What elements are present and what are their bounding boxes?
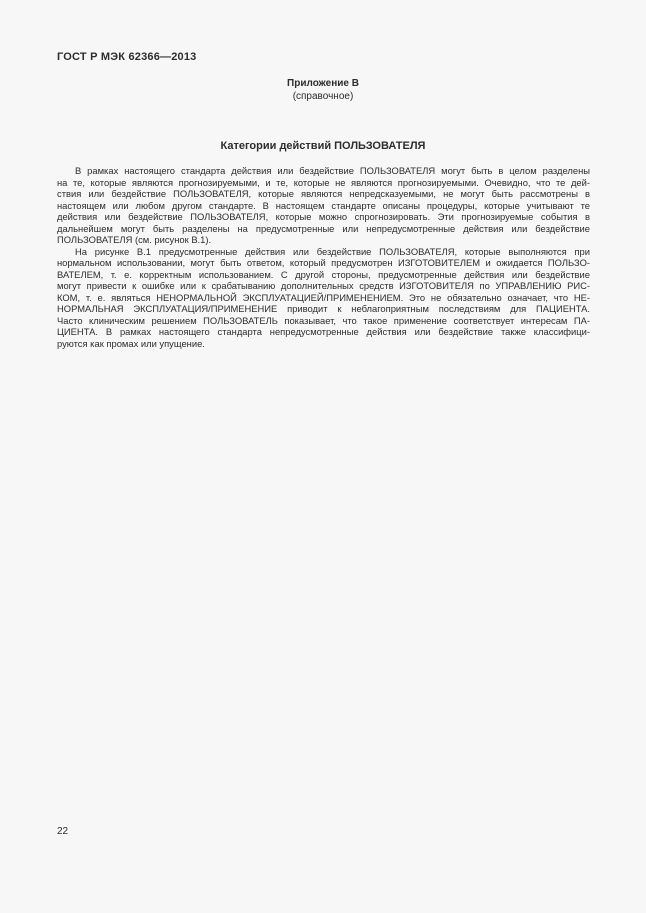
- body-line: действия или бездействие ПОЛЬЗОВАТЕЛЯ, которые можно спрогнозировать. Эти прогнозируемые события в: [57, 211, 590, 222]
- body-line: дальнейшем могут быть разделены на предусмотренные или непредусмотренные действия или бездействие: [57, 222, 590, 234]
- body-line: могут привести к ошибке или к срабатыванию дополнительных средств ИЗГОТОВИТЕЛЯ по УПРАВЛЕНИЮ РИС-: [57, 280, 590, 291]
- body-line: ПОЛЬЗОВАТЕЛЯ (см. рисунок В.1).: [57, 234, 212, 245]
- standard-code: ГОСТ Р МЭК 62366—2013: [57, 51, 197, 63]
- body-line: КОМ, т. е. являться НЕНОРМАЛЬНОЙ ЭКСПЛУАТАЦИЕЙ/ПРИМЕНЕНИЕМ. Это не обязательно означает, что НЕ-: [57, 291, 590, 303]
- body-line: ЦИЕНТА. В рамках настоящего стандарта непредусмотренные действия или бездействие также классифици-: [57, 326, 590, 337]
- page-number: 22: [57, 826, 69, 837]
- body-line: ствия или бездействие ПОЛЬЗОВАТЕЛЯ, которые являются непредсказуемыми, не могут быть рассмотрены в: [57, 188, 590, 199]
- annex-type: (справочное): [292, 91, 354, 102]
- body-text: [57, 165, 590, 349]
- body-line: руются как промах или упущение.: [57, 337, 205, 349]
- body-paragraph: [57, 165, 590, 246]
- body-line: настоящем или любом другом стандарте. В настоящем стандарте описаны процедуры, которые учитывают те: [57, 199, 590, 211]
- body-line: НОРМАЛЬНАЯ ЭКСПЛУАТАЦИЯ/ПРИМЕНЕНИЕ приводит к неблагоприятным последствиям для ПАЦИЕНТА.: [57, 303, 590, 314]
- body-line: на те, которые являются прогнозируемыми, и те, которые не являются прогнозируемыми. Очевидно, что те дей-: [57, 176, 590, 188]
- body-line: На рисунке В.1 предусмотренные действия или бездействие ПОЛЬЗОВАТЕЛЯ, которые выполняются при: [75, 245, 590, 257]
- annex-label: Приложение В: [287, 78, 359, 89]
- page-title: Категории действий ПОЛЬЗОВАТЕЛЯ: [220, 140, 426, 152]
- body-paragraph: [57, 246, 590, 350]
- body-line: ВАТЕЛЕМ, т. е. корректным использованием. С другой стороны, предусмотренные действия или бездействие: [57, 268, 590, 280]
- body-line: нормальном использовании, могут быть ответом, который предусмотрен ИЗГОТОВИТЕЛЕМ и ожидается ПОЛЬЗО-: [57, 257, 590, 268]
- body-line: В рамках настоящего стандарта действия или бездействие ПОЛЬЗОВАТЕЛЯ могут быть в целом разделены: [75, 165, 590, 176]
- body-line: Часто клиническим решением ПОЛЬЗОВАТЕЛЬ показывает, что такое применение соответствует интересам ПА-: [57, 314, 590, 326]
